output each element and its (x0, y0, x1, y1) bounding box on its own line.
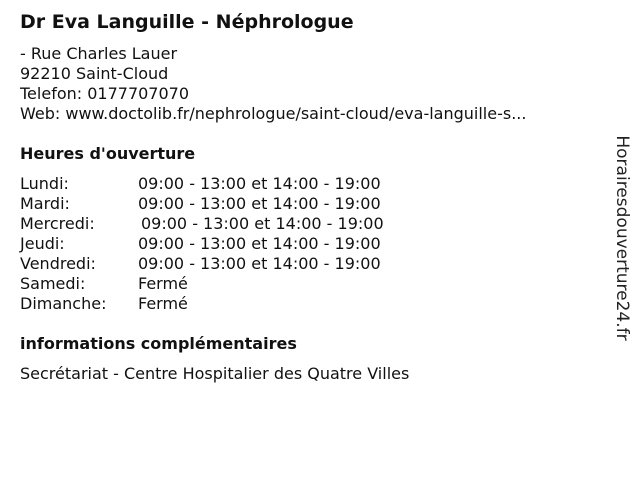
additional-info-heading: informations complémentaires (20, 334, 297, 353)
hours-row-sunday (20, 294, 480, 314)
page-title: Dr Eva Languille - Néphrologue (20, 11, 354, 33)
street-address: - Rue Charles Lauer (20, 44, 178, 63)
hours-row-saturday (20, 274, 480, 294)
time-value: 09:00 - 13:00 et 14:00 - 19:00 (138, 234, 381, 253)
phone-number: Telefon: 0177707070 (20, 84, 190, 103)
hours-row-friday (20, 254, 480, 274)
hours-row-tuesday (20, 194, 480, 214)
site-watermark: Horairesdouverture24.fr (612, 135, 632, 341)
address-block (20, 44, 526, 124)
time-value: 09:00 - 13:00 et 14:00 - 19:00 (138, 194, 381, 213)
day-label: Samedi: (20, 274, 86, 293)
time-value: 09:00 - 13:00 et 14:00 - 19:00 (138, 174, 381, 193)
time-value: Fermé (138, 294, 188, 313)
hours-row-thursday (20, 234, 480, 254)
opening-hours-table (20, 174, 480, 314)
city-address: 92210 Saint-Cloud (20, 64, 169, 83)
day-label: Jeudi: (20, 234, 65, 253)
day-label: Dimanche: (20, 294, 107, 313)
day-label: Mercredi: (20, 214, 95, 233)
time-value: 09:00 - 13:00 et 14:00 - 19:00 (138, 254, 381, 273)
hours-row-wednesday (20, 214, 480, 234)
website-link: Web: www.doctolib.fr/nephrologue/saint-cloud/eva-languille-s... (20, 104, 527, 123)
opening-hours-heading: Heures d'ouverture (20, 144, 196, 163)
additional-info-text: Secrétariat - Centre Hospitalier des Quatre Villes (20, 364, 410, 383)
day-label: Mardi: (20, 194, 70, 213)
day-label: Vendredi: (20, 254, 96, 273)
day-label: Lundi: (20, 174, 69, 193)
time-value: 09:00 - 13:00 et 14:00 - 19:00 (141, 214, 384, 233)
hours-row-monday (20, 174, 480, 194)
time-value: Fermé (138, 274, 188, 293)
